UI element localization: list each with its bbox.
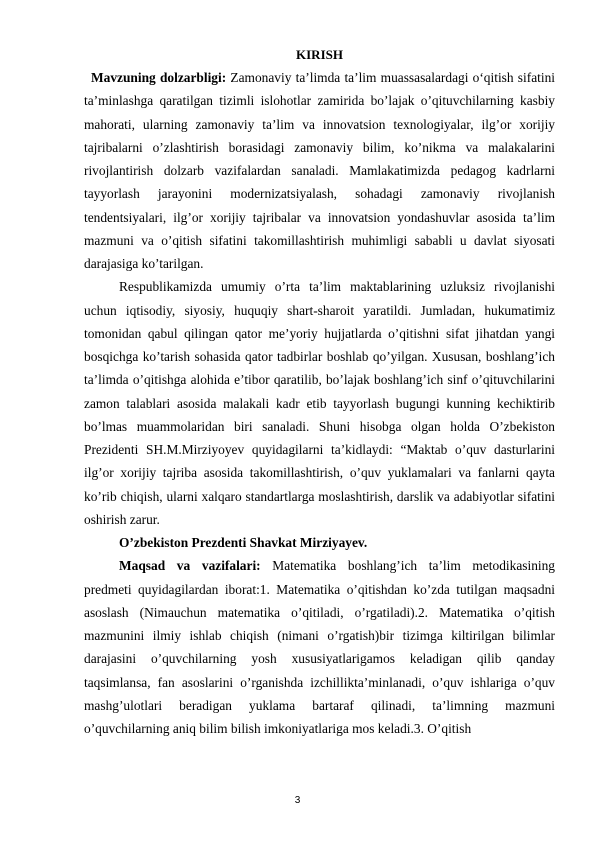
- page-number: 3: [294, 795, 301, 806]
- paragraph-conditions: Respublikamizda umumiy o’rta ta’lim maktablarining uzluksiz rivojlanishi uchun iqtisodiy, siyosiy, huquqiy shart-sharoit yaratildi. Jumladan, hukumatimiz tomonidan qabul qilingan qator me’yoriy hujjatlarda o’qitishni sifat jihatdan yangi bosqichga ko’tarish sohasida qator tadbirlar boshlab qo’yilgan. Xususan, boshlang’ich ta’limda o’qitishga alohida e’tibor qaratilib, bo’lajak boshlang’ich sinf o’qituvchilarini zamon talablari asosida malakali kadr etib tayyorlash bugungi kunning kechiktirib bo’lmas muammolaridan biri sanaladi. Shuni hisobga olgan holda O’zbekiston Prezidenti SH.M.Mirziyoyev quyidagilarni ta’kidlaydi: “Maktab o’quv dasturlarini ilg’or xorijiy tajriba asosida takomillashtirish, o’quv yuklamalari va fanlarni qayta ko’rib chiqish, ularni xalqaro standartlarga moslashtirish, darslik va adabiyotlar sifatini oshirish zarur.: [84, 279, 555, 527]
- quote-attribution: O’zbekiston Prezdenti Shavkat Mirziyayev.: [119, 535, 368, 550]
- paragraph-relevance: [84, 66, 555, 275]
- paragraph-goals: [84, 554, 555, 740]
- section-title: KIRISH: [296, 47, 343, 62]
- relevance-heading: Mavzuning dolzarbligi:: [91, 70, 227, 85]
- goals-heading: Maqsad va vazifalari:: [119, 558, 261, 574]
- document-body: [84, 44, 555, 740]
- goals-text: Matematika boshlang’ich ta’lim metodikasining predmeti quyidagilardan iborat:1. Matematika o’qitishdan ko’zda tutilgan maqsadni asoslash (Nimauchun matematika o’qitiladi, o’rgatiladi).2. Matematika o’qitish mazmunini ilmiy ishlab chiqish (nimani o’rgatish)bir tizimga kiltirilgan bilimlar darajasini o’quvchilarning yosh xususiyatlarigamos keladigan qilib qanday taqsimlansa, fan asoslarini o’rganishda izchillikta’minlanadi, o’quv ishlariga o’quv mashg’ulotlari beradigan yuklama bartaraf qilinadi, ta’limning mazmuni o’quvchilarning aniq bilim bilish imkoniyatlariga mos keladi.3. O’qitish: [84, 558, 555, 736]
- relevance-text: Zamonaviy ta’limda ta’lim muassasalardagi o‘qitish sifatini ta’minlashga qaratilgan tizimli islohotlar zamirida bo’lajak o’qituvchilarning kasbiy mahorati, ularning zamonaviy ta’lim va innovatsion texnologiyalar, ilg’or xorijiy tajribalarni o’zlashtirish borasidagi zamonaviy bilim, ko’nikma va malakalarini rivojlantirish dolzarb vazifalardan sanaladi. Mamlakatimizda pedagog kadrlarni tayyorlash jarayonini modernizatsiyalash, sohadagi zamonaviy rivojlanish tendentsiyalari, ilg’or xorijiy tajribalar va innovatsion yondashuvlar asosida ta’lim mazmuni va o’qitish sifatini takomillashtirish muhimligi sababli u davlat siyosati darajasiga ko’tarilgan.: [84, 70, 555, 271]
